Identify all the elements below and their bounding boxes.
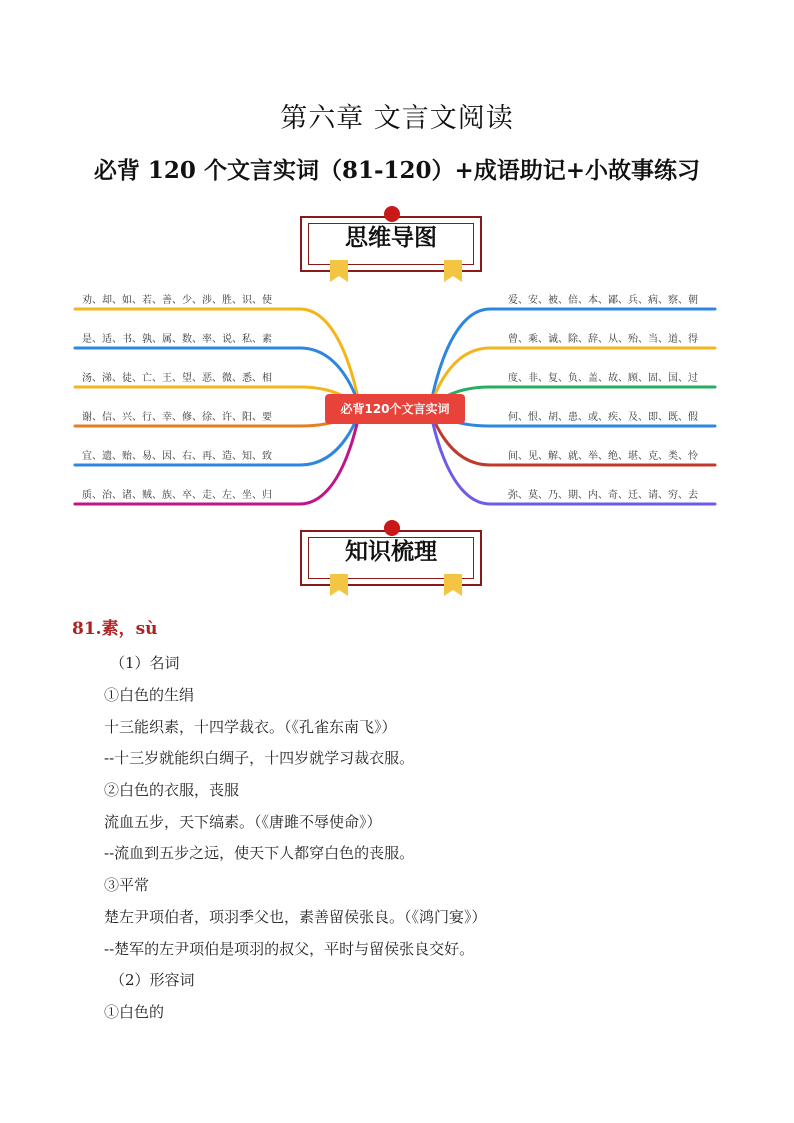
branch-line-right [430, 309, 715, 409]
ribbon-left-icon [330, 574, 348, 596]
entry-line: ②白色的衣服，丧服 [104, 781, 240, 799]
branch-label-right: 弥、莫、乃、期、内、奇、迁、请、穷、去 [508, 490, 698, 501]
branch-label-left: 汤、涕、徒、亡、王、望、恶、微、悉、相 [82, 373, 272, 384]
entry-line: ①白色的 [104, 1003, 165, 1021]
branch-label-left: 劝、却、如、若、善、少、涉、胜、识、使 [82, 295, 272, 306]
branch-line-left [75, 387, 360, 409]
entry-line: --十三岁就能织白绸子，十四岁就学习裁衣服。 [104, 749, 415, 767]
entry-line: ③平常 [104, 876, 150, 894]
banner-label: 思维导图 [345, 225, 437, 251]
entry-line: 楚左尹项伯者，项羽季父也，素善留侯张良。（《鸿门宴》） [104, 908, 487, 926]
branch-label-left: 谢、信、兴、行、幸、修、徐、许、阳、要 [82, 412, 272, 423]
entry-line: 十三能织素，十四学裁衣。（《孔雀东南飞》） [104, 718, 397, 736]
branch-label-right: 爱、安、被、倍、本、鄙、兵、病、察、朝 [508, 295, 698, 306]
entry-line: --楚军的左尹项伯是项羽的叔父，平时与留侯张良交好。 [104, 940, 475, 958]
chapter-title: 第六章 文言文阅读 [280, 103, 514, 134]
entry-heading: 81.素，sù [72, 619, 158, 639]
entry-line: （1）名词 [110, 654, 180, 672]
branch-label-right: 度、非、复、负、盖、故、顾、固、国、过 [508, 373, 698, 384]
branch-line-right [430, 387, 715, 409]
center-node-label: 必背120个文言实词 [340, 402, 450, 416]
branch-label-left: 质、治、诸、贼、族、卒、走、左、坐、归 [82, 490, 272, 501]
banner-label: 知识梳理 [345, 539, 437, 565]
ribbon-left-icon [330, 260, 348, 282]
mind-map [70, 285, 720, 515]
entry-line: --流血到五步之远，使天下人都穿白色的丧服。 [104, 844, 415, 862]
branch-label-right: 曾、乘、诚、除、辞、从、殆、当、道、得 [508, 334, 698, 345]
branch-line-left [75, 309, 360, 409]
ribbon-right-icon [444, 260, 462, 282]
document-subtitle: 必背 120 个文言实词（81-120）+成语助记+小故事练习 [93, 157, 701, 184]
branch-label-left: 宜、遗、贻、易、因、右、再、造、知、致 [82, 451, 272, 462]
branch-label-right: 何、恨、胡、患、或、疾、及、即、既、假 [508, 412, 698, 423]
mindmap-banner [300, 206, 490, 294]
ribbon-right-icon [444, 574, 462, 596]
entry-line: 流血五步，天下缟素。（《唐雎不辱使命》） [104, 813, 382, 831]
branch-label-left: 是、适、书、孰、属、数、率、说、私、素 [82, 334, 272, 345]
entry-line: ①白色的生绢 [104, 686, 195, 704]
entry-line: （2）形容词 [110, 971, 195, 989]
mindmap-center-node [325, 394, 465, 424]
knowledge-banner [300, 520, 490, 608]
branch-label-right: 间、见、解、就、举、绝、堪、克、类、怜 [508, 451, 698, 462]
